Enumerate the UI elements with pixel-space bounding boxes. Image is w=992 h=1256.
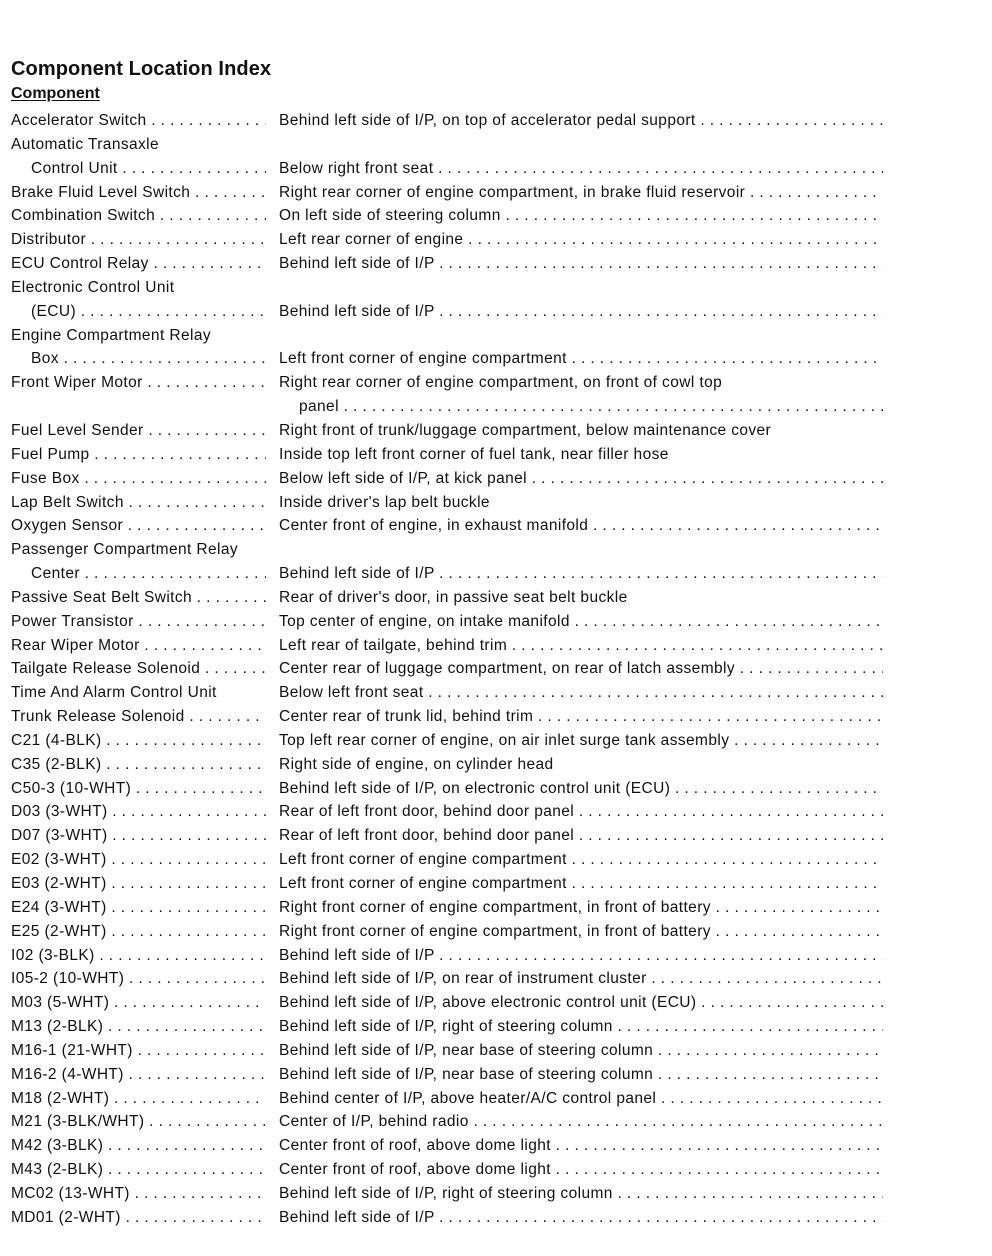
table-row (11, 1015, 891, 1039)
component-name: Time And Alarm Control Unit (11, 684, 217, 702)
component-name: Tailgate Release Solenoid . . . (11, 657, 266, 681)
component-location: Center front of roof, above dome light . . . (279, 1134, 883, 1158)
component-location: Behind left side of I/P, right of steering column . . . (279, 1015, 883, 1039)
component-location: Rear of driver's door, in passive seat belt buckle (279, 588, 628, 606)
table-row (11, 729, 891, 753)
component-location: Left front corner of engine compartment . . . (279, 848, 883, 872)
component-name: Combination Switch . . . (11, 204, 266, 228)
component-location: Top center of engine, on intake manifold . . . (279, 610, 883, 634)
table-row (11, 252, 891, 276)
component-location: Behind left side of I/P . . . (279, 562, 883, 586)
component-location: Top left rear corner of engine, on air inlet surge tank assembly . . . (279, 729, 883, 753)
component-name: Fuel Pump . . . (11, 443, 266, 467)
component-name: M18 (2-WHT) . . . (11, 1087, 266, 1111)
table-row (11, 1110, 891, 1134)
component-name: Lap Belt Switch . . . (11, 491, 266, 515)
index-table (11, 109, 891, 1230)
component-name: M16-2 (4-WHT) . . . (11, 1063, 266, 1087)
component-name: Rear Wiper Motor . . . (11, 634, 266, 658)
component-name: Passenger Compartment Relay (11, 541, 239, 559)
component-name: Oxygen Sensor . . . (11, 514, 266, 538)
component-location: Center rear of trunk lid, behind trim . . . (279, 705, 883, 729)
table-row (11, 634, 891, 658)
table-row (11, 324, 891, 348)
component-location: Left front corner of engine compartment . . . (279, 872, 883, 896)
table-row (11, 347, 891, 371)
table-row (11, 777, 891, 801)
table-row (11, 514, 891, 538)
table-row (11, 204, 891, 228)
table-row (11, 610, 891, 634)
component-name: Accelerator Switch . . . (11, 109, 266, 133)
component-location: Right front corner of engine compartment, in front of battery . . . (279, 920, 883, 944)
component-location: Behind left side of I/P . . . (279, 300, 883, 324)
component-name: MD01 (2-WHT) . . . (11, 1206, 266, 1230)
component-location: Behind left side of I/P, right of steering column . . . (279, 1182, 883, 1206)
table-row (11, 395, 891, 419)
table-row (11, 1087, 891, 1111)
component-name: Automatic Transaxle (11, 135, 160, 153)
component-name: Center . . . (31, 562, 266, 586)
table-row (11, 371, 891, 395)
component-name: ECU Control Relay . . . (11, 252, 266, 276)
component-location: Rear of left front door, behind door panel . . . (279, 800, 883, 824)
component-name: M42 (3-BLK) . . . (11, 1134, 266, 1158)
column-header-component: Component (11, 85, 100, 102)
component-name: C50-3 (10-WHT) . . . (11, 777, 266, 801)
component-name: MC02 (13-WHT) . . . (11, 1182, 266, 1206)
component-location: Behind left side of I/P, on top of accelerator pedal support . . . (279, 109, 883, 133)
table-row (11, 681, 891, 705)
component-name: E25 (2-WHT) . . . (11, 920, 266, 944)
table-row (11, 896, 891, 920)
table-row (11, 1134, 891, 1158)
component-location: Behind left side of I/P . . . (279, 1206, 883, 1230)
component-name: Fuel Level Sender . . . (11, 419, 266, 443)
component-name: M13 (2-BLK) . . . (11, 1015, 266, 1039)
component-location: Center front of engine, in exhaust manifold . . . (279, 514, 883, 538)
component-name: M16-1 (21-WHT) . . . (11, 1039, 266, 1063)
table-row (11, 800, 891, 824)
table-row (11, 228, 891, 252)
table-row (11, 538, 891, 562)
component-name: I05-2 (10-WHT) . . . (11, 967, 266, 991)
table-row (11, 1039, 891, 1063)
component-location: Center front of roof, above dome light . . . (279, 1158, 883, 1182)
component-location: Right front of trunk/luggage compartment, below maintenance cover (279, 421, 772, 439)
table-row (11, 705, 891, 729)
component-name: E02 (3-WHT) . . . (11, 848, 266, 872)
component-location: Inside top left front corner of fuel tank, near filler hose (279, 445, 669, 463)
table-row (11, 586, 891, 610)
component-name: D03 (3-WHT) . . . (11, 800, 266, 824)
component-name: (ECU) . . . (31, 300, 266, 324)
component-name: I02 (3-BLK) . . . (11, 944, 266, 968)
table-row (11, 467, 891, 491)
component-name: Trunk Release Solenoid . . . (11, 705, 266, 729)
table-row (11, 920, 891, 944)
component-location: Below right front seat . . . (279, 157, 883, 181)
table-row (11, 848, 891, 872)
component-location: Left front corner of engine compartment . . . (279, 347, 883, 371)
table-row (11, 562, 891, 586)
table-row (11, 991, 891, 1015)
component-name: E24 (3-WHT) . . . (11, 896, 266, 920)
table-row (11, 1206, 891, 1230)
component-location: Center of I/P, behind radio . . . (279, 1110, 883, 1134)
component-name: Passive Seat Belt Switch . . . (11, 586, 266, 610)
component-name: Box . . . (31, 347, 266, 371)
component-location: Behind left side of I/P, near base of steering column . . . (279, 1039, 883, 1063)
component-location: Rear of left front door, behind door panel . . . (279, 824, 883, 848)
component-location: Left rear corner of engine . . . (279, 228, 883, 252)
page-title: Component Location Index (11, 58, 272, 80)
table-row (11, 181, 891, 205)
component-name: E03 (2-WHT) . . . (11, 872, 266, 896)
table-row (11, 133, 891, 157)
component-name: M21 (3-BLK/WHT) . . . (11, 1110, 266, 1134)
component-location: Center rear of luggage compartment, on rear of latch assembly . . . (279, 657, 883, 681)
table-row (11, 419, 891, 443)
component-location-index (11, 56, 891, 1230)
component-location: Behind left side of I/P . . . (279, 944, 883, 968)
component-name: Control Unit . . . (31, 157, 266, 181)
component-name: Engine Compartment Relay (11, 326, 211, 344)
component-location: Right rear corner of engine compartment, on front of cowl top (279, 374, 723, 392)
table-row (11, 157, 891, 181)
component-name: Distributor . . . (11, 228, 266, 252)
component-location: Behind left side of I/P, above electronic control unit (ECU) . . . (279, 991, 883, 1015)
component-location: On left side of steering column . . . (279, 204, 883, 228)
table-row (11, 1182, 891, 1206)
table-row (11, 657, 891, 681)
table-row (11, 753, 891, 777)
component-location: Below left front seat . . . (279, 681, 883, 705)
component-name: C35 (2-BLK) . . . (11, 753, 266, 777)
table-row (11, 944, 891, 968)
table-row (11, 443, 891, 467)
component-name: Electronic Control Unit (11, 278, 175, 296)
component-name: C21 (4-BLK) . . . (11, 729, 266, 753)
table-row (11, 824, 891, 848)
table-row (11, 300, 891, 324)
component-location: Left rear of tailgate, behind trim . . . (279, 634, 883, 658)
component-name: M43 (2-BLK) . . . (11, 1158, 266, 1182)
table-row (11, 1158, 891, 1182)
component-location: Right front corner of engine compartment, in front of battery . . . (279, 896, 883, 920)
component-name: D07 (3-WHT) . . . (11, 824, 266, 848)
component-name: Brake Fluid Level Switch . . . (11, 181, 266, 205)
component-name: Fuse Box . . . (11, 467, 266, 491)
table-row (11, 872, 891, 896)
component-name: Power Transistor . . . (11, 610, 266, 634)
component-location: Right rear corner of engine compartment, in brake fluid reservoir . . . (279, 181, 883, 205)
component-location: Behind left side of I/P, on electronic control unit (ECU) . . . (279, 777, 883, 801)
component-location: Behind center of I/P, above heater/A/C control panel . . . (279, 1087, 883, 1111)
component-name: Front Wiper Motor . . . (11, 371, 266, 395)
table-row (11, 1063, 891, 1087)
table-row (11, 109, 891, 133)
component-location: Right side of engine, on cylinder head (279, 755, 554, 773)
component-location: Behind left side of I/P . . . (279, 252, 883, 276)
table-row (11, 967, 891, 991)
component-name: M03 (5-WHT) . . . (11, 991, 266, 1015)
table-row (11, 276, 891, 300)
table-row (11, 491, 891, 515)
component-location: Behind left side of I/P, on rear of instrument cluster . . . (279, 967, 883, 991)
component-location: Below left side of I/P, at kick panel . . . (279, 467, 883, 491)
component-location: Inside driver's lap belt buckle (279, 493, 490, 511)
component-location: panel . . . (299, 395, 883, 419)
component-location: Behind left side of I/P, near base of steering column . . . (279, 1063, 883, 1087)
